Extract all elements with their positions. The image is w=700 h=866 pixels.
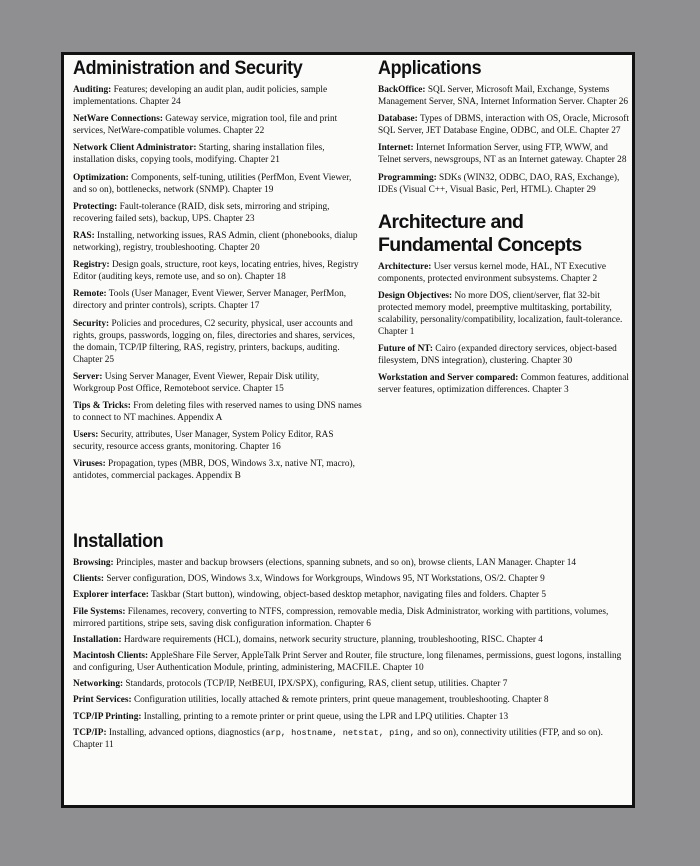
- entry-term: Database:: [378, 114, 418, 125]
- entry-description: and so on), connectivity utilities (FTP, and so on). Chapter 11: [73, 727, 603, 750]
- left-column: [73, 57, 363, 487]
- installation-entry: [73, 650, 630, 674]
- installation-entry: [73, 557, 630, 569]
- entry-description: No more DOS, client/server, flat 32-bit protected memory model, preemptive multitasking, portability, scalability, personality/compatibility, localization, fault-tolerance. Chapter 1: [378, 290, 623, 337]
- right-column: [378, 57, 633, 402]
- entry-description: Installing, networking issues, RAS Admin, client (phonebooks, dialup networking), registry, troubleshooting. Chapter 20: [73, 230, 358, 253]
- reference-card: [61, 52, 635, 808]
- entry-description: SDKs (WIN32, ODBC, DAO, RAS, Exchange), IDEs (Visual C++, Visual Basic, Perl, HTML). Chapter 29: [378, 172, 620, 195]
- administration-entry: [73, 201, 363, 225]
- installation-block: [73, 530, 630, 755]
- administration-entry: [73, 230, 363, 254]
- entry-term: Workstation and Server compared:: [378, 373, 519, 384]
- entry-term: TCP/IP Printing:: [73, 711, 142, 722]
- entry-description: From deleting files with reserved names to using DNS names to connect to NT machines. Appendix A: [73, 400, 362, 423]
- entry-description: Design goals, structure, root keys, locating entries, hives, Registry Editor (auditing keys, remote use, and so on). Chapter 18: [73, 260, 359, 283]
- applications-entry: [378, 172, 633, 196]
- administration-entry: [73, 288, 363, 312]
- entry-term: Installation:: [73, 634, 122, 645]
- administration-entry: [73, 400, 363, 424]
- entry-term: TCP/IP:: [73, 727, 107, 738]
- entry-description: Features; developing an audit plan, audit policies, sample implementations. Chapter 24: [73, 85, 328, 107]
- entry-term: BackOffice:: [378, 85, 426, 95]
- administration-entry: [73, 259, 363, 283]
- installation-entry: [73, 606, 630, 630]
- entry-description: Principles, master and backup browsers (elections, spanning subnets, and so on), browse clients, LAN Manager. Chapter 14: [115, 558, 577, 568]
- administration-entry: [73, 84, 363, 108]
- entry-term: Internet:: [378, 143, 414, 154]
- entry-term: Explorer interface:: [73, 590, 149, 601]
- administration-entry: [73, 371, 363, 395]
- entry-description: Cairo (expanded directory services, object-based filesystem, DNS integration), clustering. Chapter 30: [378, 344, 617, 367]
- installation-entry: [73, 573, 630, 585]
- entry-description: Propagation, types (MBR, DOS, Windows 3.x, native NT, macro), antidotes, commercial packages. Appendix B: [73, 459, 355, 482]
- administration-entry-list: [73, 84, 363, 482]
- entry-term: Future of NT:: [378, 344, 433, 355]
- entry-term: Protecting:: [73, 201, 118, 212]
- entry-description: Installing, printing to a remote printer or print queue, using the LPR and LPQ utilities. Chapter 13: [143, 711, 509, 722]
- entry-term: Server:: [73, 371, 103, 382]
- applications-entry: [378, 142, 633, 166]
- installation-entry: [73, 678, 630, 690]
- section-heading-installation: Installation: [73, 530, 164, 552]
- entry-term: RAS:: [73, 230, 95, 241]
- entry-description: Starting, sharing installation files, installation disks, copying tools, modifying. Chapter 21: [73, 143, 325, 166]
- section-heading-applications: Applications: [378, 57, 482, 79]
- entry-description: Internet Information Server, using FTP, WWW, and Telnet servers, newsgroups, NT as an Internet gateway. Chapter 28: [378, 143, 627, 166]
- entry-term: Auditing:: [73, 85, 112, 95]
- administration-entry: [73, 142, 363, 166]
- administration-entry: [73, 429, 363, 453]
- administration-entry: [73, 172, 363, 196]
- entry-term: Viruses:: [73, 459, 106, 470]
- entry-term: Browsing:: [73, 558, 114, 568]
- installation-entry: [73, 634, 630, 646]
- entry-description: Filenames, recovery, converting to NTFS, compression, removable media, Disk Administrator, working with partitions, volumes, mirrored partitions, stripe sets, saving disk configuration information. Chapter 6: [73, 606, 609, 629]
- entry-description: Hardware requirements (HCL), domains, network security structure, planning, troubleshooting, RISC. Chapter 4: [123, 634, 543, 645]
- entry-description: Configuration utilities, locally attached & remote printers, print queue management, troubleshooting. Chapter 8: [133, 695, 549, 706]
- entry-description: Using Server Manager, Event Viewer, Repair Disk utility, Workgroup Post Office, Remoteboot service. Chapter 15: [73, 371, 320, 394]
- entry-description: User versus kernel mode, HAL, NT Executive components, protected environment subsystems. Chapter 2: [378, 261, 606, 284]
- applications-entry: [378, 113, 633, 137]
- entry-term: Print Services:: [73, 695, 132, 706]
- installation-entry: [73, 589, 630, 601]
- entry-description: SQL Server, Microsoft Mail, Exchange, Systems Management Server, SNA, Internet Information Server. Chapter 26: [378, 85, 629, 107]
- entry-term: Macintosh Clients:: [73, 650, 149, 661]
- entry-description: Server configuration, DOS, Windows 3.x, Windows for Workgroups, Windows 95, NT Workstations, OS/2. Chapter 9: [106, 574, 545, 585]
- entry-term: Tips & Tricks:: [73, 400, 131, 411]
- entry-description: Common features, additional server features, optimization differences. Chapter 3: [378, 373, 629, 396]
- entry-term: Users:: [73, 430, 99, 441]
- entry-term: Networking:: [73, 679, 124, 690]
- entry-description: Gateway service, migration tool, file and print services, NetWare-compatible volumes. Chapter 22: [73, 114, 338, 137]
- administration-entry: [73, 458, 363, 482]
- architecture-entry: [378, 343, 633, 367]
- installation-entry-list: [73, 557, 630, 751]
- entry-description: Tools (User Manager, Event Viewer, Server Manager, PerfMon, directory and printer controls), scripts. Chapter 17: [73, 289, 347, 312]
- installation-entry: [73, 727, 630, 751]
- architecture-entry: [378, 372, 633, 396]
- entry-description: Installing, advanced options, diagnostics (: [108, 727, 266, 738]
- entry-term: Optimization:: [73, 172, 129, 183]
- entry-term: Network Client Administrator:: [73, 143, 197, 154]
- entry-term: Security:: [73, 318, 110, 329]
- section-heading-administration: Administration and Security: [73, 57, 303, 79]
- entry-term: Programming:: [378, 172, 437, 183]
- installation-entry: [73, 711, 630, 723]
- section-heading-architecture: Architecture and Fundamental Concepts: [378, 210, 582, 256]
- entry-description: Standards, protocols (TCP/IP, NetBEUI, IPX/SPX), configuring, RAS, client setup, utilities. Chapter 7: [125, 679, 508, 690]
- entry-description: Types of DBMS, interaction with OS, Oracle, Microsoft SQL Server, JET Database Engine, ODBC, and OLE. Chapter 27: [378, 114, 629, 137]
- entry-term: File Systems:: [73, 606, 126, 617]
- architecture-entry-list: [378, 261, 633, 397]
- entry-description: Security, attributes, User Manager, System Policy Editor, RAS security, resource access grants, monitoring. Chapter 16: [73, 430, 334, 453]
- entry-term: Remote:: [73, 289, 107, 300]
- entry-description: Components, self-tuning, utilities (PerfMon, Event Viewer, and so on), bottlenecks, network (SNMP). Chapter 19: [73, 172, 352, 195]
- entry-term: NetWare Connections:: [73, 114, 163, 125]
- applications-entry-list: [378, 84, 633, 196]
- entry-description: AppleShare File Server, AppleTalk Print Server and Router, file structure, long filenames, permissions, guest logons, installing and configuring, User Authentication Module, printing, administering, MACFILE. Chapter 10: [73, 650, 622, 673]
- entry-command-list: arp, hostname, netstat, ping,: [265, 727, 415, 738]
- entry-term: Registry:: [73, 260, 110, 271]
- entry-description: Fault-tolerance (RAID, disk sets, mirroring and striping, recovering failed sets), backup, UPS. Chapter 23: [73, 201, 330, 224]
- architecture-entry: [378, 261, 633, 285]
- entry-description: Policies and procedures, C2 security, physical, user accounts and rights, groups, passwords, logging on, files, directories and shares, services, the domain, TCP/IP filtering, RAS, registry, printers, backups, auditing. Chapter 25: [73, 318, 355, 365]
- entry-term: Architecture:: [378, 261, 432, 272]
- administration-entry: [73, 113, 363, 137]
- architecture-entry: [378, 290, 633, 338]
- installation-entry: [73, 694, 630, 706]
- entry-description: Taskbar (Start button), windowing, object-based desktop metaphor, navigating files and folders. Chapter 5: [150, 590, 547, 601]
- entry-term: Design Objectives:: [378, 290, 453, 301]
- administration-entry: [73, 318, 363, 366]
- entry-term: Clients:: [73, 574, 104, 585]
- applications-entry: [378, 84, 633, 108]
